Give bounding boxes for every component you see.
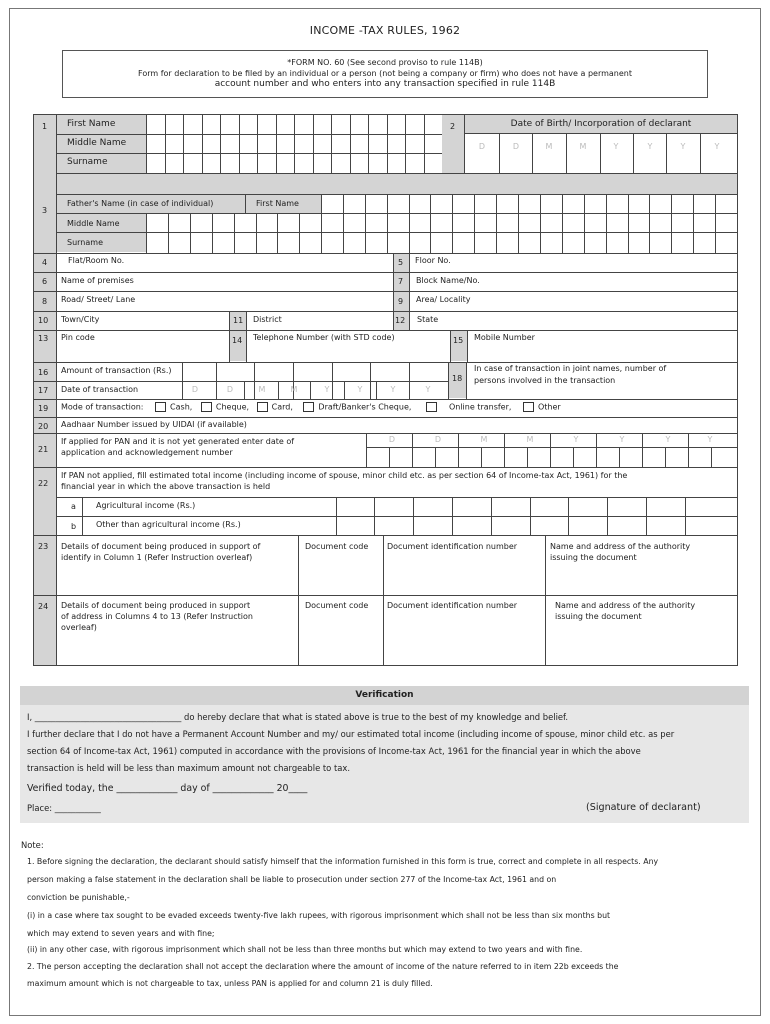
row24-authority-line2: issuing the document [555, 612, 642, 621]
dob-grid-line [464, 133, 738, 134]
row19-number: 19 [38, 404, 49, 413]
row17-number: 17 [38, 386, 49, 395]
town-city-label[interactable]: Town/City [61, 315, 100, 324]
dob-placeholder: M [579, 142, 587, 151]
date-placeholder: D [191, 385, 199, 394]
row14-number: 14 [232, 336, 243, 345]
note-heading: Note: [21, 840, 44, 850]
pan-placeholder: D [388, 435, 396, 444]
date-placeholder: Y [425, 385, 431, 394]
dob-grid-line [633, 133, 634, 173]
income-grid-line [646, 497, 647, 535]
row23-number: 23 [38, 542, 49, 551]
verification-line1: I, ___________________________________ do hereby declare that what is stated above is true to the best of my knowledge and belief. [27, 712, 569, 722]
address-doc-line3: overleaf) [61, 623, 97, 632]
pan-grid-line [550, 447, 551, 467]
dob-grid-line [532, 133, 533, 173]
telephone-label[interactable]: Telephone Number (with STD code) [253, 333, 395, 342]
pan-grid-line [596, 447, 597, 467]
father-grid-line [299, 213, 300, 253]
pan-grid-line [412, 447, 413, 467]
income-grid-line [82, 497, 83, 535]
verification-heading: Verification [20, 686, 749, 705]
father-grid-line [518, 194, 519, 253]
name-grid-line [220, 115, 221, 173]
premises-label[interactable]: Name of premises [61, 276, 134, 285]
name-grid-line [183, 115, 184, 173]
father-grid-line [737, 194, 738, 253]
pan-grid-line [366, 433, 367, 467]
father-grid-line [430, 194, 431, 253]
row22-number: 22 [38, 479, 49, 488]
date-placeholder: M [290, 385, 298, 394]
father-grid-line [496, 194, 497, 253]
income-grid-line [413, 497, 414, 535]
aadhaar-label[interactable]: Aadhaar Number issued by UIDAI (if available) [61, 420, 247, 429]
dob-grid-line [566, 133, 567, 173]
cheque-checkbox[interactable] [201, 402, 212, 412]
pan-grid-line [573, 447, 574, 467]
date-placeholder: M [258, 385, 266, 394]
name-grid-line [350, 115, 351, 173]
father-grid-line [190, 213, 191, 253]
pan-grid-line [711, 447, 712, 467]
pan-grid-line [435, 447, 436, 467]
district-label[interactable]: District [253, 315, 282, 324]
father-grid-line [212, 213, 213, 253]
note-3: (ii) in any other case, with rigorous imprisonment which shall not be less than three months but which may extend to two years and with fine. [27, 945, 583, 954]
pan-grid-line [527, 447, 528, 467]
father-grid-line [168, 213, 169, 253]
verification-section [20, 686, 749, 823]
father-grid-line [693, 194, 694, 253]
income-grid-line [568, 497, 569, 535]
dob-placeholder: D [512, 142, 520, 151]
online-transfer-checkbox[interactable] [426, 402, 437, 412]
date-placeholder: Y [324, 385, 330, 394]
area-locality-label[interactable]: Area/ Locality [416, 295, 471, 304]
row23-authority-line2: issuing the document [550, 553, 637, 562]
pan-grid-line [688, 447, 689, 467]
father-grid-line [245, 194, 246, 213]
name-grid-line [56, 134, 442, 135]
pin-code-label[interactable]: Pin code [61, 333, 95, 342]
mobile-label[interactable]: Mobile Number [474, 333, 535, 342]
joint-names-line1: In case of transaction in joint names, number of [474, 364, 667, 373]
mode-of-transaction [61, 402, 561, 412]
row11-number: 11 [233, 316, 244, 325]
note-2a: (i) in a case where tax sought to be evaded exceeds twenty-five lakh rupees, with rigorous imprisonment which shall not be less than six months but [27, 911, 611, 920]
pan-placeholder: Y [707, 435, 713, 444]
date-grid-line [182, 381, 183, 399]
name-grid-line [202, 115, 203, 173]
row24-authority-line1[interactable]: Name and address of the authority [555, 601, 696, 610]
name-grid-line [56, 153, 442, 154]
date-grid-line [216, 381, 217, 399]
father-first-name-label: First Name [256, 199, 299, 208]
date-grid-line [278, 381, 279, 399]
father-grid-line [56, 232, 738, 233]
row3-number: 3 [42, 206, 48, 215]
father-grid-line [540, 194, 541, 253]
pan-grid-line [619, 447, 620, 467]
name-grid-line [387, 115, 388, 173]
mode-label: Mode of transaction: [61, 402, 144, 412]
income-grid-line [685, 497, 686, 535]
row23-authority-line1[interactable]: Name and address of the authority [550, 542, 691, 551]
father-middle-name-label: Middle Name [67, 219, 120, 228]
verification-line2: I further declare that I do not have a Permanent Account Number and my/ our estimated total income (including income of spouse, minor child etc. as per [27, 729, 675, 739]
row18-number: 18 [452, 374, 463, 383]
flat-room-label[interactable]: Flat/Room No. [68, 256, 125, 265]
dob-placeholder: Y [680, 142, 686, 151]
father-grid-line [277, 213, 278, 253]
agricultural-income-label: Agricultural income (Rs.) [96, 501, 196, 510]
address-doc-line2: of address in Columns 4 to 13 (Refer Instruction [61, 612, 253, 621]
father-grid-line [606, 194, 607, 253]
surname-label: Surname [67, 157, 108, 167]
spacer-band [57, 174, 737, 194]
row5-number: 5 [398, 258, 404, 267]
income-estimate-line2: financial year in which the above transaction is held [61, 482, 271, 491]
verification-line3: section 64 of Income-tax Act, 1961) computed in accordance with the provisions of Income-tax Act, 1961 for the financial year in which the above [27, 746, 641, 756]
row2-number: 2 [450, 122, 456, 131]
form-description-line2: account number and who enters into any transaction specified in rule 114B [214, 79, 556, 89]
row24-number: 24 [38, 602, 49, 611]
income-grid-line [607, 497, 608, 535]
state-label[interactable]: State [417, 315, 439, 324]
dob-placeholder: M [545, 142, 553, 151]
name-grid-line [424, 115, 425, 173]
father-grid-line [234, 213, 235, 253]
row24-doc-code[interactable]: Document code [305, 601, 369, 610]
pan-grid-line [642, 433, 643, 447]
row16-number: 16 [38, 368, 49, 377]
pan-grid-line [458, 433, 459, 447]
card-checkbox[interactable] [257, 402, 268, 412]
note-1b: person making a false statement in the declaration shall be liable to prosecution under section 277 of the Income-tax Act, 1961 and on [27, 875, 557, 884]
form-description-line1: Form for declaration to be filed by an individual or a person (not being a company or firm) who does not have a permanent [138, 69, 632, 78]
father-surname-label: Surname [67, 238, 103, 247]
signature-label: (Signature of declarant) [586, 802, 701, 813]
other-income-label: Other than agricultural income (Rs.) [96, 520, 241, 529]
date-grid-line [244, 381, 245, 399]
father-grid-line [56, 213, 738, 214]
father-grid-line [671, 194, 672, 253]
place-field[interactable]: Place: ___________ [27, 803, 101, 813]
dob-grid-line [700, 133, 701, 173]
pan-placeholder: M [526, 435, 534, 444]
pan-grid-line [504, 447, 505, 467]
date-grid-line [409, 381, 410, 399]
row24-doc-id[interactable]: Document identification number [387, 601, 518, 610]
name-grid-line [313, 115, 314, 173]
verification-line4: transaction is held will be less than maximum amount not chargeable to tax. [27, 763, 350, 773]
dob-placeholder: Y [613, 142, 619, 151]
pan-placeholder: M [480, 435, 488, 444]
father-grid-line [256, 213, 257, 253]
row23-doc-code[interactable]: Document code [305, 542, 369, 551]
cheque-label: Cheque, [215, 402, 250, 412]
pan-placeholder: Y [619, 435, 625, 444]
father-grid-line [649, 194, 650, 253]
date-placeholder: Y [357, 385, 363, 394]
form-number: *FORM NO. 60 (See second proviso to rule 114B) [287, 58, 483, 67]
name-grid-line [276, 115, 277, 173]
row6-number: 6 [42, 277, 48, 286]
online-transfer-label: Online transfer, [448, 402, 512, 412]
note-4a: 2. The person accepting the declaration shall not accept the declaration where the amount of income of the nature referred to in item 22b exceeds the [27, 962, 619, 971]
draft-label: Draft/Banker's Cheque, [318, 402, 412, 412]
row22a-letter: a [71, 502, 76, 511]
name-grid-line [331, 115, 332, 173]
transaction-date-label: Date of transaction [61, 385, 139, 394]
date-grid-line [310, 381, 311, 399]
block-name-label[interactable]: Block Name/No. [416, 276, 480, 285]
amount-label: Amount of transaction (Rs.) [61, 366, 172, 375]
row8-number: 8 [42, 297, 48, 306]
name-grid-line [294, 115, 295, 173]
dob-placeholder: D [478, 142, 486, 151]
income-grid-line [491, 497, 492, 535]
pan-placeholder: D [434, 435, 442, 444]
row10-number: 10 [38, 316, 49, 325]
road-street-label[interactable]: Road/ Street/ Lane [61, 295, 136, 304]
row12-number: 12 [395, 316, 406, 325]
form-header-box [62, 50, 708, 98]
father-name-label: Father's Name (in case of individual) [67, 199, 214, 208]
father-grid-line [562, 194, 563, 253]
name-grid-line [405, 115, 406, 173]
cash-checkbox[interactable] [155, 402, 166, 412]
pan-grid-line [366, 447, 738, 448]
date-grid-line [344, 381, 345, 399]
father-grid-line [146, 213, 147, 253]
pan-grid-line [596, 433, 597, 447]
other-checkbox[interactable] [523, 402, 534, 412]
row22b-letter: b [71, 522, 77, 531]
father-grid-line [628, 194, 629, 253]
pan-placeholder: Y [665, 435, 671, 444]
dob-label: Date of Birth/ Incorporation of declarant [510, 119, 692, 129]
address-doc-line1: Details of document being produced in support [61, 601, 251, 610]
income-grid-line [374, 497, 375, 535]
card-label: Card, [271, 402, 293, 412]
income-grid-line [452, 497, 453, 535]
row1-number: 1 [42, 122, 48, 131]
note-4b: maximum amount which is not chargeable to tax, unless PAN is applied for and column 21 is duly filled. [27, 979, 433, 988]
pan-grid-line [550, 433, 551, 447]
name-grid-line [257, 115, 258, 173]
name-grid-line [239, 115, 240, 173]
row21-number: 21 [38, 445, 49, 454]
father-grid-line [321, 194, 322, 253]
date-placeholder: Y [390, 385, 396, 394]
cash-label: Cash, [170, 402, 193, 412]
note-2b: which may extend to seven years and with fine; [27, 929, 215, 938]
name-grid-line [165, 115, 166, 173]
pan-grid-line [504, 433, 505, 447]
dob-placeholder: Y [714, 142, 720, 151]
middle-name-label: Middle Name [67, 138, 127, 148]
identity-doc-line1: Details of document being produced in support of [61, 542, 261, 551]
income-estimate-line1: If PAN not applied, fill estimated total income (including income of spouse, minor child etc. as per section 64 of Income-tax Act, 1961) for the [61, 471, 628, 480]
pan-grid-line [665, 447, 666, 467]
row23-doc-id[interactable]: Document identification number [387, 542, 518, 551]
pan-grid-line [481, 447, 482, 467]
row13-number: 13 [38, 334, 49, 343]
page-title: INCOME -TAX RULES, 1962 [309, 24, 461, 37]
pan-grid-line [458, 447, 459, 467]
date-placeholder: D [226, 385, 234, 394]
income-grid-line [336, 497, 337, 535]
dob-placeholder: Y [647, 142, 653, 151]
row9-number: 9 [398, 297, 404, 306]
dob-grid-line [600, 133, 601, 173]
date-grid-line [376, 381, 377, 399]
pan-applied-line2: application and acknowledgement number [61, 448, 233, 457]
other-label: Other [537, 402, 561, 412]
floor-no-label[interactable]: Floor No. [415, 256, 451, 265]
draft-checkbox[interactable] [303, 402, 314, 412]
father-grid-line [452, 194, 453, 253]
row20-number: 20 [38, 422, 49, 431]
joint-names-line2: persons involved in the transaction [474, 376, 616, 385]
note-1c: conviction be punishable,- [27, 893, 130, 902]
pan-grid-line [412, 433, 413, 447]
father-grid-line [365, 194, 366, 253]
father-grid-line [584, 194, 585, 253]
father-grid-line [715, 194, 716, 253]
dob-grid-line [666, 133, 667, 173]
row4-number: 4 [42, 258, 48, 267]
first-name-label: First Name [67, 119, 116, 129]
dob-grid-line [499, 133, 500, 173]
pan-grid-line [642, 447, 643, 467]
row15-number: 15 [453, 336, 464, 345]
pan-applied-line1: If applied for PAN and it is not yet generated enter date of [61, 437, 295, 446]
pan-grid-line [688, 433, 689, 447]
pan-grid-line [389, 447, 390, 467]
verified-date[interactable]: Verified today, the _____________ day of _____________ 20____ [27, 783, 308, 794]
name-grid-line [146, 115, 147, 173]
father-grid-line [409, 194, 410, 253]
note-1a: 1. Before signing the declaration, the declarant should satisfy himself that the information furnished in this form is true, correct and complete in all respects. Any [27, 857, 659, 866]
pan-placeholder: Y [573, 435, 579, 444]
name-grid-line [368, 115, 369, 173]
father-grid-line [343, 194, 344, 253]
father-grid-line [387, 194, 388, 253]
income-grid-line [530, 497, 531, 535]
identity-doc-line2: identify in Column 1 (Refer Instruction overleaf) [61, 553, 253, 562]
father-grid-line [474, 194, 475, 253]
row7-number: 7 [398, 277, 404, 286]
